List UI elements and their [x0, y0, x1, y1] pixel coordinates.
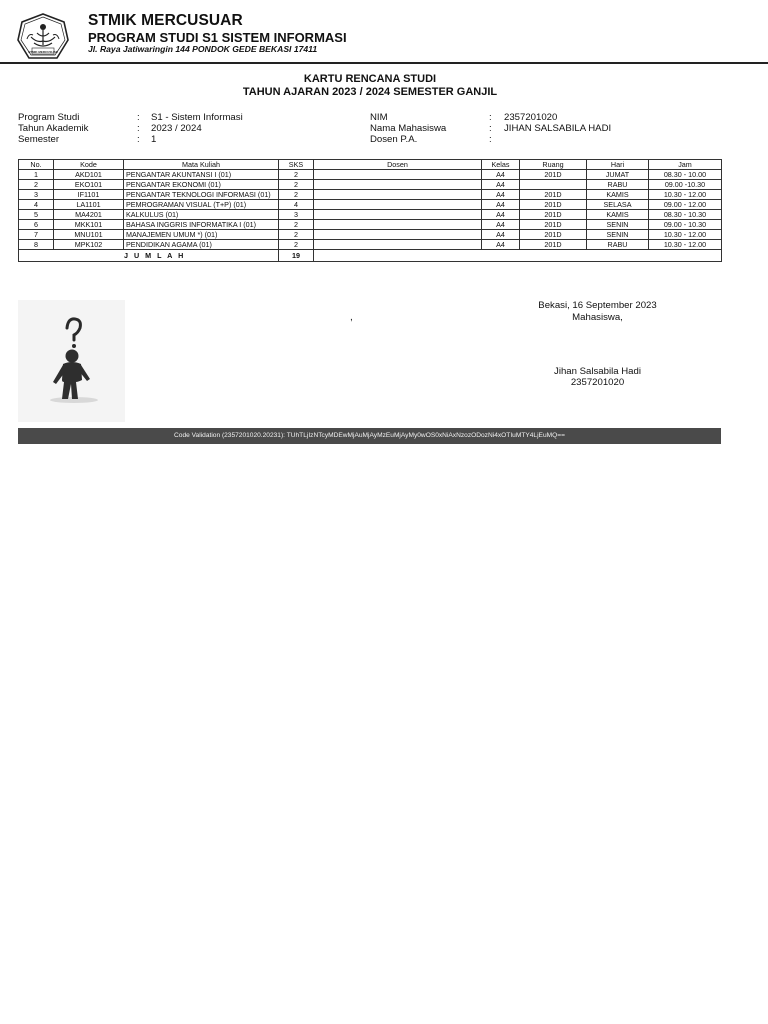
info-value: 1: [151, 134, 157, 145]
header-no: No.: [19, 160, 54, 170]
cell-no: 6: [19, 220, 54, 230]
info-label: NIM: [370, 112, 388, 123]
document-title: KARTU RENCANA STUDI: [303, 73, 437, 85]
cell-mata-kuliah: PENDIDIKAN AGAMA (01): [124, 240, 279, 250]
cell-mata-kuliah: PENGANTAR EKONOMI (01): [124, 180, 279, 190]
total-empty-cell: [314, 250, 722, 262]
cell-mata-kuliah: BAHASA INGGRIS INFORMATIKA I (01): [124, 220, 279, 230]
info-label: Semester: [18, 134, 60, 145]
cell-sks: 4: [279, 200, 314, 210]
header-kelas: Kelas: [482, 160, 520, 170]
cell-ruang: [520, 180, 587, 190]
cell-no: 2: [19, 180, 54, 190]
table-row: [19, 230, 722, 240]
institution-name: STMIK MERCUSUAR: [88, 12, 243, 29]
logo-text: STMIK MERCUSUAR: [28, 49, 58, 54]
info-separator: :: [137, 112, 140, 123]
cell-ruang: 201D: [520, 220, 587, 230]
cell-hari: RABU: [587, 240, 649, 250]
cell-kelas: A4: [482, 190, 520, 200]
cell-hari: SENIN: [587, 230, 649, 240]
course-table: [18, 159, 722, 262]
cell-kelas: A4: [482, 230, 520, 240]
header-divider: [0, 62, 768, 64]
table-row: [19, 200, 722, 210]
cell-hari: KAMIS: [587, 190, 649, 200]
cell-kode: MKK101: [54, 220, 124, 230]
cell-kelas: A4: [482, 220, 520, 230]
cell-jam: 09.00 -10.30: [649, 180, 722, 190]
cell-kode: MA4201: [54, 210, 124, 220]
header-sks: SKS: [279, 160, 314, 170]
cell-sks: 2: [279, 240, 314, 250]
info-separator: :: [489, 112, 492, 123]
cell-kode: AKD101: [54, 170, 124, 180]
cell-ruang: 201D: [520, 240, 587, 250]
cell-mata-kuliah: PEMROGRAMAN VISUAL (T+P) (01): [124, 200, 279, 210]
comma-mark: ,: [350, 312, 353, 323]
cell-dosen: [314, 200, 482, 210]
cell-hari: JUMAT: [587, 170, 649, 180]
cell-no: 3: [19, 190, 54, 200]
validation-code-bar: Code Validation (2357201020.20231): TUhTLjIzNTcyMDEwMjAuMjAyMzEuMjAyMy0wOS0xNiAxNzozODozNi4xOTIuMTY4LjEuMQ==: [18, 428, 721, 444]
cell-hari: KAMIS: [587, 210, 649, 220]
cell-ruang: 201D: [520, 210, 587, 220]
cell-sks: 2: [279, 180, 314, 190]
total-row: [19, 250, 722, 262]
cell-kode: EKO101: [54, 180, 124, 190]
cell-mata-kuliah: MANAJEMEN UMUM *) (01): [124, 230, 279, 240]
cell-no: 8: [19, 240, 54, 250]
cell-hari: SENIN: [587, 220, 649, 230]
info-label: Program Studi: [18, 112, 80, 123]
header-kode: Kode: [54, 160, 124, 170]
cell-kelas: A4: [482, 180, 520, 190]
cell-dosen: [314, 170, 482, 180]
header-mata-kuliah: Mata Kuliah: [124, 160, 279, 170]
cell-dosen: [314, 240, 482, 250]
header-dosen: Dosen: [314, 160, 482, 170]
table-row: [19, 210, 722, 220]
cell-kode: MPK102: [54, 240, 124, 250]
cell-ruang: 201D: [520, 200, 587, 210]
cell-no: 5: [19, 210, 54, 220]
cell-sks: 2: [279, 230, 314, 240]
info-separator: :: [137, 134, 140, 145]
cell-sks: 2: [279, 220, 314, 230]
cell-no: 7: [19, 230, 54, 240]
total-sks: 19: [279, 250, 314, 262]
table-row: [19, 180, 722, 190]
cell-jam: 10.30 - 12.00: [649, 230, 722, 240]
cell-kelas: A4: [482, 240, 520, 250]
cell-dosen: [314, 220, 482, 230]
info-label: Dosen P.A.: [370, 134, 418, 145]
info-value: S1 - Sistem Informasi: [151, 112, 243, 123]
cell-ruang: 201D: [520, 230, 587, 240]
cell-sks: 3: [279, 210, 314, 220]
document-subtitle: TAHUN AJARAN 2023 / 2024 SEMESTER GANJIL: [242, 86, 498, 98]
info-separator: :: [489, 123, 492, 134]
header-jam: Jam: [649, 160, 722, 170]
header-hari: Hari: [587, 160, 649, 170]
cell-kode: IF1101: [54, 190, 124, 200]
table-row: [19, 190, 722, 200]
info-separator: :: [137, 123, 140, 134]
cell-dosen: [314, 180, 482, 190]
table-row: [19, 170, 722, 180]
cell-hari: SELASA: [587, 200, 649, 210]
info-value: 2023 / 2024: [151, 123, 202, 134]
student-photo-placeholder: [18, 300, 125, 422]
signature-name: Jihan Salsabila Hadi: [554, 366, 641, 377]
signature-role: Mahasiswa,: [572, 312, 623, 323]
cell-sks: 2: [279, 170, 314, 180]
cell-kelas: A4: [482, 170, 520, 180]
table-row: [19, 220, 722, 230]
cell-kelas: A4: [482, 200, 520, 210]
cell-mata-kuliah: PENGANTAR AKUNTANSI I (01): [124, 170, 279, 180]
cell-mata-kuliah: KALKULUS (01): [124, 210, 279, 220]
cell-dosen: [314, 230, 482, 240]
signature-place-date: Bekasi, 16 September 2023: [538, 300, 657, 311]
table-header-row: [19, 160, 722, 170]
cell-no: 1: [19, 170, 54, 180]
cell-ruang: 201D: [520, 190, 587, 200]
total-label: J U M L A H: [19, 250, 279, 262]
institution-address: Jl. Raya Jatiwaringin 144 PONDOK GEDE BEKASI 17411: [88, 44, 318, 54]
cell-kode: MNU101: [54, 230, 124, 240]
cell-jam: 08.30 - 10.30: [649, 210, 722, 220]
info-label: Nama Mahasiswa: [370, 123, 447, 134]
cell-jam: 09.00 - 10.30: [649, 220, 722, 230]
cell-no: 4: [19, 200, 54, 210]
program-name: PROGRAM STUDI S1 SISTEM INFORMASI: [88, 30, 347, 45]
cell-sks: 2: [279, 190, 314, 200]
cell-dosen: [314, 210, 482, 220]
cell-kelas: A4: [482, 210, 520, 220]
info-separator: :: [489, 134, 492, 145]
cell-mata-kuliah: PENGANTAR TEKNOLOGI INFORMASI (01): [124, 190, 279, 200]
cell-kode: LA1101: [54, 200, 124, 210]
table-row: [19, 240, 722, 250]
header-ruang: Ruang: [520, 160, 587, 170]
cell-jam: 08.30 - 10.00: [649, 170, 722, 180]
cell-dosen: [314, 190, 482, 200]
cell-jam: 09.00 - 12.00: [649, 200, 722, 210]
stmik-logo: [17, 13, 69, 63]
cell-hari: RABU: [587, 180, 649, 190]
cell-ruang: 201D: [520, 170, 587, 180]
info-label: Tahun Akademik: [18, 123, 89, 134]
info-value: 2357201020: [504, 112, 558, 123]
cell-jam: 10.30 - 12.00: [649, 190, 722, 200]
cell-jam: 10.30 - 12.00: [649, 240, 722, 250]
signature-nim: 2357201020: [570, 377, 625, 388]
info-value: JIHAN SALSABILA HADI: [504, 123, 612, 134]
